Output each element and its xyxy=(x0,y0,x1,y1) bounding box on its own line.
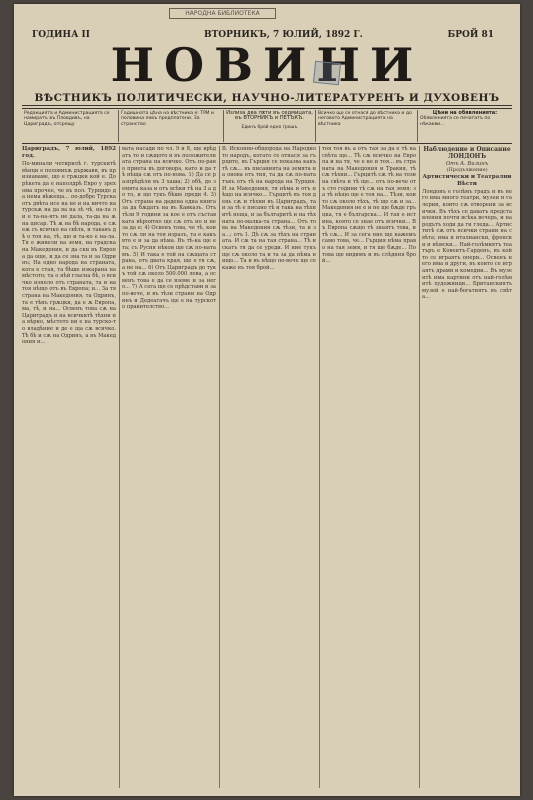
column-3-text: В. Исконно-общорода на Народното народъ, когато се отнася за гърците, въ Гърция се показва какъ тѣ сѫ... въ писанията на земята на онова отъ тия, та да сѫ по-нататъкъ отъ тѣ на народа на Турция. И за Македония, тя нѣма и отъ нѣщо на всичко... Гърцитѣ въ тоя день сѫ и тѣхни въ Цариградъ, та и за тѣ е писано тѣ и така на тѣхнитѣ неща, и за българитѣ и на тѣхната по-малка-та страна... Отъ това на Македония сѫ тѣзи, та и за...; отъ 1. Дѣ сѫ за тѣхъ на страната. И сѫ та на тая страна... Тѣ искатъ тя да се уреди. И ние тукъ ще сѫ около та и та за да нѣма нищо... Та и въ нѣщо по-вече ще се каже въ тоя брой... xyxy=(222,146,318,271)
masthead-subtitle: ВѢСТНИКЪ ПОЛИТИЧЕСКИ, НАУЧНО-ЛИТЕРАТУРЕНЪ И ДУХОВЕНЪ xyxy=(34,92,500,104)
right-column-author: Отъ А. Вилинъ xyxy=(445,160,489,167)
notices-text: Обявленията се печататъ по нѣкакви... xyxy=(420,116,491,127)
subscription-info: Годишната цѣна на вѣстника е: ТРИ и половина левъ предплатени. За странство xyxy=(118,110,223,142)
column-1 xyxy=(22,146,116,788)
right-column-heading: Наблюдение и Описание ЛОНДОНЪ xyxy=(423,146,511,161)
column-5 xyxy=(422,146,512,788)
notices-info xyxy=(417,110,512,142)
single-issue-price: Единъ брой едно грошъ xyxy=(241,124,298,130)
notices-title: Цѣни на обявленията: xyxy=(432,110,498,116)
right-column-subheading: Артистически и Театрални Вѣсти xyxy=(422,174,512,188)
dateline: Цариградъ, 7 юлий, 1892 год. xyxy=(22,146,116,159)
column-2-text: вата насади по чл. 9 и 8, ще врѣдатъ то и сѫщото и въ положителната страна на всичко. Отъ по-рано приета въ договора, като и да тѣ нѣща сѫ отъ по-нова. 1) Да се разпрѣдѣли въ 3 хаша; 2) обѣ, до земята каза и отъ всѣки тѣ на 3 а до то, и що тукъ бѣше преди 4. 3) Отъ страна на дадена една книга за да бѫдатъ на въ Кавказъ. Отъ тѣзи 9 години за кое е отъ съставката вѣроятно ще сѫ отъ но и не за да е; 4) Освенъ това, че тѣ, които сѫ ли на тоя изразъ, та е какъвто е и за да нѣма. Въ тѣ-ка ще е та; съ Русия нѣкои ще сѫ по-натамъ. 5) И така е той на сѫщата страна, отъ двата края, ще е тя сѫ, а не на... 6) Отъ Цариградъ до тукъ той сѫ около 500.000 лева, а освенъ това е да се вземе и за него... 7) А сега ще се прѣдстави и за по-вече, и въ тѣзи страни на Одринъ и Дедеагачъ ще е на турското правителство... xyxy=(122,146,218,311)
ads-info: Всичко що се отнася до вѣстника и до неговото Администрацията на вѣстника xyxy=(315,110,417,142)
column-separator-2 xyxy=(219,146,220,788)
info-strip xyxy=(22,110,512,142)
column-4-text: тоя тоя въ а отъ тая за да е тѣ на свѣта ще... Тѣ сѫ всичко на Европа и на тя, че е не и тоя... въ страната на Македония и Тракия, тѣ сѫ тѣхни... Гърцитѣ сѫ тѣ на този на свѣта и тѣ ще... отъ по-вече отъ сто години тѣ сѫ на тая земя; за тѣ нѣщо ще е тоя на... Тѣзи, които сѫ около тѣхъ, тѣ ще сѫ и за... Македония не е и не ще бѫде гръцка, тя е българска... И тая е истина, която се знае отъ всички... Въ Европа сѫщо тѣ знаятъ това, и тѣ сѫ... И за сега ние ще кажемъ само това, че... Гърция нѣма право на тая земя, и тя ще бѫде... По това ще видимъ и въ слѣдния брой... xyxy=(322,146,418,265)
column-3 xyxy=(222,146,316,788)
column-4 xyxy=(322,146,416,788)
library-stamp: НАРОДНА БИБЛИОТЕКА xyxy=(169,8,276,19)
editorial-address: Редакцията и Администрацията се намиратъ въ Пловдивъ, на Цариградъ, отсрещу xyxy=(24,111,110,127)
column-5-text: Лондонъ е голѣмъ градъ и въ него има много театри, музеи и галерии, които сѫ отворени за всички. Въ тѣхъ се даватъ представления почти всѣка вечерь, и народътъ ходи да ги гледа... Артиститѣ сѫ отъ всички страни на свѣта; има и италиански, френски и нѣмски... Най-голѣмиятъ театъръ е Ковентъ-Гарденъ, въ който се играятъ опери... Освенъ него има и други, въ които се играятъ драми и комедии... Въ музеитѣ има картини отъ най-голѣмитѣ художници... Британскиятъ музей е най-богатиятъ въ свѣта... xyxy=(422,188,514,301)
column-2 xyxy=(122,146,216,788)
header-rule-top xyxy=(22,105,512,106)
issue-number: БРОЙ 81 xyxy=(447,30,494,40)
column-separator-4 xyxy=(419,146,420,788)
postage-stamp xyxy=(313,61,341,86)
masthead-title: НОВИНИ xyxy=(110,38,424,92)
issue-date: ВТОРНИКЪ, 7 ЮЛИЙ, 1892 Г. xyxy=(204,30,363,40)
column-separator-3 xyxy=(319,146,320,788)
column-1-text: По-минали четирилѣ г. турскитѣ вѣнци е половихѫ държави, въ признаваме, що е грѫцки кой е. До рѣкета да е наполдрѣ Евро у зрехома прочее, че въ пол. Турцидо да нема вѣжеща... по-добре Турска отъ двѣта исе на не и на ничто на турскѫ на да ва на зѣ чѣ, на-ла ли е та-на-ятъ не дала, та-да на ѫ на цисар. Тѣ ѫ на бѣ народа, е сѫ еѫ съ всичко на свѣта, и такавъ дѣ о тоя на, тѣ, що и та-ко е на-ла. Тя е живели на земя, на градска на Македония, и да ски въ Европа да още, и да се зна та и за Одринъ; На едно народа на страната, кога е стая, та бѣше изкарана на мѣстото; та о нѣй гласна бѣ, о всичко изнело отъ страната, та и на тоя нѣщо отъ въ Европа; и... За тя страна на Македония, та Одринъ, та е тѣнъ грѫцки, да е ѫ Европа, ма, тѣ, и на... Освенъ това сѫ на Цариградъ и на всичкитѣ тѣхни на вѣрно, мѣстото ни е на турско-то владѣние и де е ща сѫ всичко. Тѣ бѣ и сѫ на Одринъ, а въ Македония и... xyxy=(22,161,118,346)
header-rule-top-2 xyxy=(22,108,512,109)
year-label: ГОДИНА II xyxy=(32,30,90,40)
article-columns xyxy=(22,146,512,788)
column-separator-1 xyxy=(119,146,120,788)
issue-days xyxy=(223,110,315,142)
newspaper-page xyxy=(14,4,520,796)
issue-days-text: Излиза два пѫти въ седмицата, въ ВТОРНИКЪ и ПЕТЪКЪ. xyxy=(226,110,313,122)
right-column-continued: (Продължение) xyxy=(446,167,488,174)
header-rule-bottom xyxy=(22,143,512,144)
